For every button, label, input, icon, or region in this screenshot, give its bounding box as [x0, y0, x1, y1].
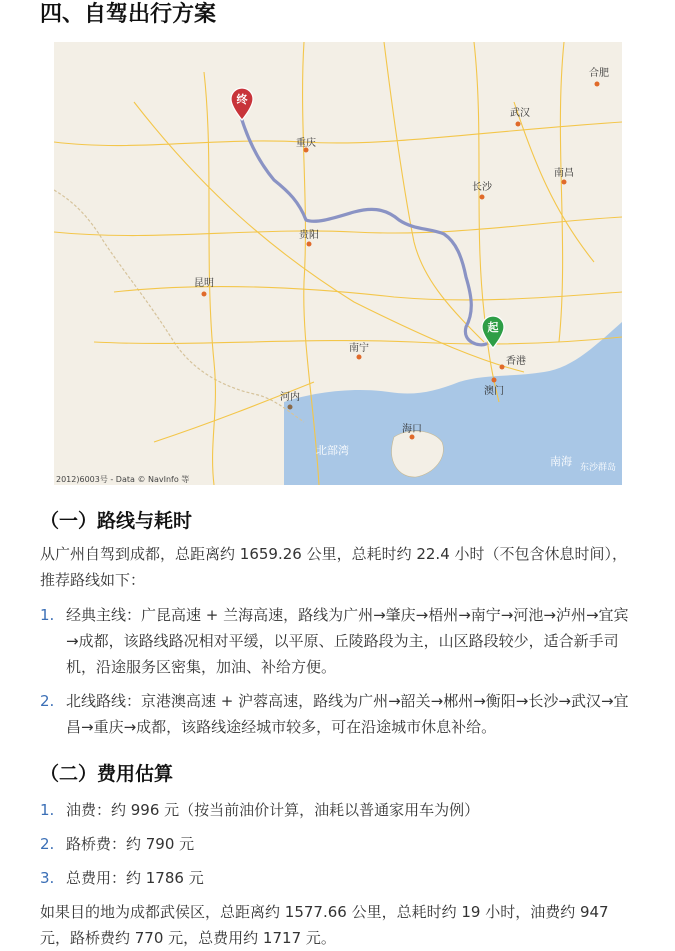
- cost-item-text: 路桥费：约 790 元: [66, 835, 195, 853]
- cost-note: 如果目的地为成都武侯区，总距离约 1577.66 公里，总耗时约 19 小时，油费约 947 元，路桥费约 770 元，总费用约 1717 元。: [40, 903, 609, 947]
- city-dot-guiyang: [307, 242, 312, 247]
- route-intro: 从广州自驾到成都，总距离约 1659.26 公里，总耗时约 22.4 小时（不包含休息时间），推荐路线如下：: [40, 545, 628, 589]
- cost-item-number: 3.: [40, 869, 55, 887]
- city-dot-haikou: [410, 435, 415, 440]
- city-label-wuhan: 武汉: [510, 108, 530, 119]
- city-label-guiyang: 贵阳: [299, 230, 319, 241]
- route-item: [40, 602, 640, 680]
- route-section-title: （一）路线与耗时: [40, 510, 193, 532]
- sea-label-beibuwan: 北部湾: [316, 444, 349, 457]
- sea-label-dongsha: 东沙群岛: [580, 463, 617, 473]
- city-dot-aomen: [492, 378, 497, 383]
- route-map[interactable]: [54, 42, 622, 485]
- route-item-number: 1.: [40, 606, 55, 624]
- city-dot-henei: [288, 405, 293, 410]
- cost-item-number: 2.: [40, 835, 55, 853]
- city-dot-kunming: [202, 292, 207, 297]
- route-item-text: 北线路线：京港澳高速 + 沪蓉高速，路线为广州→韶关→郴州→衡阳→长沙→武汉→宜昌→重庆→成都，该路线途经城市较多，可在沿途城市休息补给。: [66, 692, 629, 736]
- city-dot-nanning: [357, 355, 362, 360]
- city-label-xianggang: 香港: [506, 356, 526, 367]
- city-label-nanchang: 南昌: [554, 168, 574, 179]
- route-item-text: 经典主线：广昆高速 + 兰海高速，路线为广州→肇庆→梧州→南宁→河池→泸州→宜宾→成都，该路线路况相对平缓，以平原、丘陵路段为主，山区路段较少，适合新手司机，沿途服务区密集，加油、补给方便。: [66, 606, 629, 676]
- cost-item-number: 1.: [40, 801, 55, 819]
- city-label-changsha: 长沙: [472, 182, 492, 193]
- city-label-haikou: 海口: [402, 424, 422, 435]
- section-title: 四、自驾出行方案: [40, 2, 217, 27]
- city-dot-nanchang: [562, 180, 567, 185]
- end-marker-label: 终: [236, 93, 248, 106]
- cost-section-title: （二）费用估算: [40, 763, 174, 785]
- city-dot-xianggang: [500, 365, 505, 370]
- route-item-number: 2.: [40, 692, 55, 710]
- sea-label-nanhai: 南海: [550, 455, 572, 468]
- city-dot-wuhan: [516, 122, 521, 127]
- city-label-hefei: 合肥: [589, 68, 609, 79]
- city-dot-hefei: [595, 82, 600, 87]
- city-label-kunming: 昆明: [194, 278, 214, 289]
- route-map-svg: [54, 42, 622, 485]
- city-label-nanning: 南宁: [349, 343, 369, 354]
- start-marker-label: 起: [487, 321, 499, 334]
- city-label-aomen: 澳门: [484, 386, 504, 397]
- cost-item-text: 油费：约 996 元（按当前油价计算，油耗以普通家用车为例）: [66, 801, 480, 819]
- map-copyright: 2012)6003号 - Data © NavInfo 等: [56, 475, 190, 484]
- route-item: [40, 688, 640, 740]
- cost-item-text: 总费用：约 1786 元: [66, 869, 204, 887]
- city-label-henei: 河内: [280, 392, 300, 403]
- city-dot-changsha: [480, 195, 485, 200]
- city-label-chongqing: 重庆: [296, 138, 316, 149]
